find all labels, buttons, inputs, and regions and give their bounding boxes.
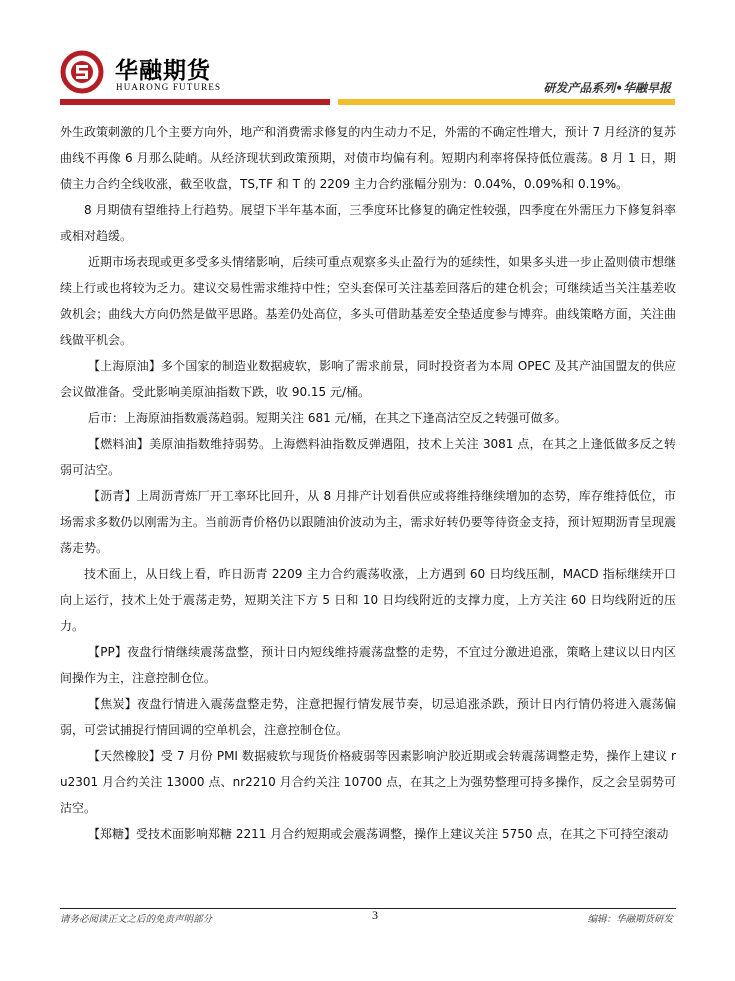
paragraph-natural-rubber: 【天然橡胶】受 7 月份 PMI 数据疲软与现货价格疲弱等因素影响沪胶近期或会转震荡调整走势，操作上建议 ru2301 月合约关注 13000 点、nr2210 月合约关注 10700 点，在其之上为强势整理可持多操作，反之会呈弱势可沽空。 bbox=[60, 749, 676, 815]
paragraph-bond-outlook: 外生政策刺激的几个主要方向外，地产和消费需求修复的内生动力不足，外需的不确定性增大，预计 7 月经济的复苏曲线不再像 6 月那么陡峭。从经济现状到政策预期，对债市均偏有利。短期内利率将保持低位震荡。8 月 1 日，期债主力合约全线收涨，截至收盘，TS,TF 和 T 的 2209 主力合约涨幅分别为：0.04%，0.09%和 0.19%。 bbox=[60, 125, 676, 191]
paragraph-bond-trend: 8 月期债有望维持上行趋势。展望下半年基本面，三季度环比修复的确定性较强，四季度在外需压力下修复斜率或相对趋缓。 bbox=[60, 203, 676, 243]
huarong-logo-icon bbox=[60, 50, 104, 94]
logo-english-name: HUARONG FUTURES bbox=[116, 82, 222, 92]
paragraph-pp: 【PP】夜盘行情继续震荡盘整，预计日内短线维持震荡盘整的走势，不宜过分激进追涨，策略上建议以日内区间操作为主，注意控制仓位。 bbox=[60, 645, 676, 685]
paragraph-asphalt-technical: 技术面上，从日线上看，昨日沥青 2209 主力合约震荡收涨，上方遇到 60 日均线压制，MACD 指标继续开口向上运行，技术上处于震荡走势，短期关注下方 5 日和 10 日均线附近的支撑力度，上方关注 60 日均线附近的压力。 bbox=[60, 567, 676, 633]
paragraph-zhengzhou-sugar: 【郑糖】受技术面影响郑糖 2211 月合约短期或会震荡调整，操作上建议关注 5750 点，在其之下可持空滚动 bbox=[88, 827, 669, 841]
header-divider-red bbox=[60, 99, 330, 105]
report-series-title: 研发产品系列•华融早报 bbox=[543, 81, 671, 95]
paragraph-shanghai-crude: 【上海原油】多个国家的制造业数据疲软，影响了需求前景，同时投资者为本周 OPEC 及其产油国盟友的供应会议做准备。受此影响美原油指数下跌，收 90.15 元/桶。 bbox=[60, 359, 676, 399]
paragraph-crude-outlook: 后市：上海原油指数震荡趋弱。短期关注 681 元/桶，在其之下逢高沽空反之转强可做多。 bbox=[88, 411, 567, 425]
paragraph-fuel-oil: 【燃料油】美原油指数维持弱势。上海燃料油指数反弹遇阻，技术上关注 3081 点，在其之上逢低做多反之转弱可沽空。 bbox=[60, 437, 676, 477]
footer-disclaimer: 请务必阅读正文之后的免责声明部分 bbox=[60, 914, 213, 925]
footer-divider bbox=[60, 908, 676, 909]
logo-chinese-name: 华融期货 bbox=[115, 58, 211, 84]
report-body bbox=[60, 119, 676, 847]
footer-editor: 编辑：华融期货研发 bbox=[587, 914, 673, 925]
paragraph-bond-strategy: 近期市场表现或更多受多头情绪影响，后续可重点观察多头止盈行为的延续性，如果多头进一步止盈则债市想继续上行或也将较为乏力。建议交易性需求维持中性；空头套保可关注基差回落后的建仓机会；可继续适当关注基差收敛机会；曲线大方向仍然是做平思路。基差仍处高位，多头可借助基差安全垫适度参与博弈。曲线策略方面，关注曲线做平机会。 bbox=[60, 255, 677, 347]
paragraph-coke: 【焦炭】夜盘行情进入震荡盘整走势，注意把握行情发展节奏，切忌追涨杀跌，预计日内行情仍将进入震荡偏弱，可尝试捕捉行情回调的空单机会，注意控制仓位。 bbox=[60, 697, 676, 737]
paragraph-asphalt: 【沥青】上周沥青炼厂开工率环比回升，从 8 月排产计划看供应或将维持继续增加的态势，库存维持低位，市场需求多数仍以刚需为主。当前沥青价格仍以跟随油价波动为主，需求好转仍要等待资金支持，预计短期沥青呈现震荡走势。 bbox=[60, 489, 676, 555]
page-header bbox=[0, 0, 735, 110]
page-number: 3 bbox=[372, 908, 378, 922]
header-divider-gold bbox=[338, 99, 675, 105]
